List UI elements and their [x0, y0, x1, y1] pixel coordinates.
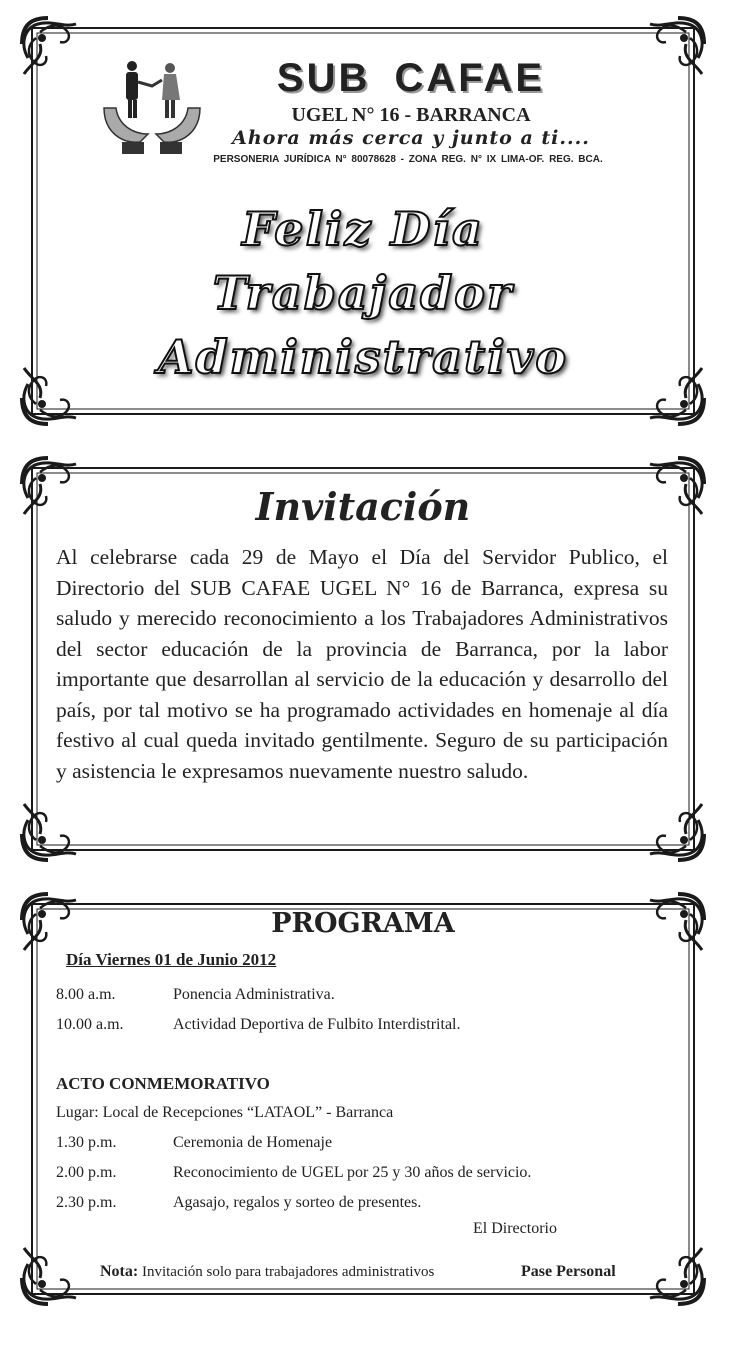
schedule-time: 8.00 a.m. — [56, 986, 116, 1003]
schedule-activity: Reconocimiento de UGEL por 25 y 30 años de servicio. — [173, 1164, 532, 1181]
note-label: Nota: — [100, 1263, 139, 1280]
schedule-time: 1.30 p.m. — [56, 1134, 117, 1151]
legal-registration: PERSONERIA JURÍDICA N° 80078628 - ZONA REG. N° IX LIMA-OF. REG. BCA. — [213, 154, 603, 165]
schedule-activity: Ceremonia de Homenaje — [173, 1134, 333, 1151]
schedule-activity: Actividad Deportiva de Fulbito Interdistrital. — [173, 1016, 461, 1033]
invitation-panel — [18, 454, 708, 864]
invitation-title: Invitación — [255, 484, 471, 529]
personal-pass-label: Pase Personal — [521, 1263, 616, 1280]
header-panel — [18, 14, 708, 428]
schedule-activity: Ponencia Administrativa. — [173, 986, 335, 1003]
footer-note — [100, 1263, 434, 1281]
greeting-line-1: Feliz Día — [242, 202, 484, 256]
schedule-time: 2.30 p.m. — [56, 1194, 117, 1211]
greeting-line-2: Trabajador — [212, 266, 514, 320]
acto-conmemorativo-title: ACTO CONMEMORATIVO — [56, 1074, 270, 1093]
schedule-activity: Agasajo, regalos y sorteo de presentes. — [173, 1194, 422, 1211]
handshake-hands-logo — [102, 58, 202, 158]
greeting-line-3: Administrativo — [157, 330, 569, 384]
signature: El Directorio — [473, 1220, 557, 1237]
program-date: Día Viernes 01 de Junio 2012 — [66, 950, 277, 969]
organization-name: SUB CAFAE — [276, 56, 546, 100]
event-location: Lugar: Local de Recepciones “LATAOL” - Barranca — [56, 1104, 394, 1121]
schedule-time: 10.00 a.m. — [56, 1016, 124, 1033]
program-title: PROGRAMA — [271, 908, 455, 939]
program-panel — [18, 890, 708, 1308]
organization-slogan: Ahora más cerca y junto a ti.... — [232, 127, 590, 149]
organization-subtitle: UGEL N° 16 - BARRANCA — [291, 104, 531, 126]
schedule-time: 2.00 p.m. — [56, 1164, 117, 1181]
invitation-body: Al celebrarse cada 29 de Mayo el Día del Servidor Publico, el Directorio del SUB CAFAE UGEL N° 16 de Barranca, expresa su saludo y merecido reconocimiento a los Trabajadores Administrativos del sector educación de la provincia de Barranca, por la labor importante que desarrollan al servicio de la educación y desarrollo del país, por tal motivo se ha programado actividades en homenaje al día festivo al cual queda invitado gentilmente. Seguro de su participación y asistencia le expresamos nuevamente nuestro saludo. — [56, 545, 668, 783]
note-text: Invitación solo para trabajadores administrativos — [138, 1264, 435, 1280]
